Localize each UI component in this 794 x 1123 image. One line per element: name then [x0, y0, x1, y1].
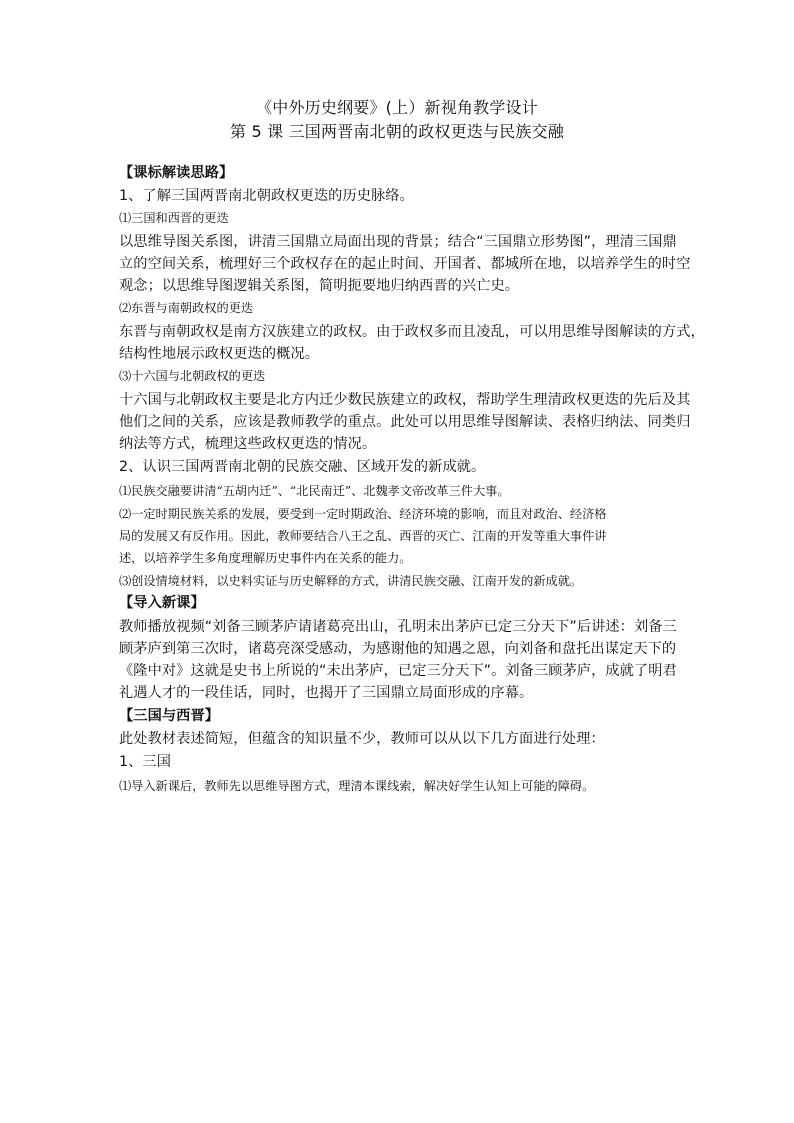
text-line: 局的发展又有反作用。因此，教师要结合八王之乱、西晋的灭亡、江南的开发等重大事件讲	[119, 529, 607, 543]
text-line: 《隆中对》这就是史书上所说的“未出茅庐，已定三分天下”。刘备三顾茅庐，成就了明君	[119, 663, 677, 679]
three-kingdoms-point-1: 1、三国	[119, 754, 171, 770]
paragraph-three-kingdoms-item-1	[119, 775, 679, 797]
section-heading-curriculum: 【课标解读思路】	[119, 165, 234, 181]
text-line: 礼遇人才的一段佳话，同时，也揭开了三国鼎立局面形成的序幕。	[119, 685, 534, 701]
document-title: 《中外历史纲要》(上）新视角教学设计	[256, 98, 538, 117]
text-line: ⑵一定时期民族关系的发展，要受到一定时期政治、经济环境的影响，而且对政治、经济格	[119, 507, 607, 521]
text-line: 立的空间关系，梳理好三个政权存在的起止时间、开国者、都城所在地，以培养学生的时空	[119, 256, 691, 272]
text-line: 观念；以思维导图逻辑关系图，简明扼要地归纳西晋的兴亡史。	[119, 278, 520, 294]
paragraph-three-kingdoms-western-jin	[119, 231, 691, 297]
sub-heading-three-kingdoms-western-jin: ⑴三国和西晋的更迭	[119, 211, 229, 225]
text-line: 顾茅庐到第三次时，诸葛亮深受感动，为感谢他的知遇之恩，向刘备和盘托出谋定天下的	[119, 641, 677, 657]
text-line: 东晋与南朝政权是南方汉族建立的政权。由于政权多而且凌乱，可以用思维导图解读的方式，	[119, 324, 705, 340]
section-heading-three-kingdoms: 【三国与西晋】	[119, 708, 220, 724]
curriculum-point-1: 1、了解三国两晋南北朝政权更迭的历史脉络。	[119, 188, 414, 204]
text-line: 教师播放视频“刘备三顾茅庐请诸葛亮出山，孔明未出茅庐已定三分天下”后讲述：刘备三	[119, 619, 677, 635]
title-block	[0, 96, 794, 144]
curriculum-point-2: 2、认识三国两晋南北朝的民族交融、区域开发的新成就。	[119, 459, 486, 475]
text-line: 十六国与北朝政权主要是北方内迁少数民族建立的政权，帮助学生理清政权更迭的先后及其	[119, 392, 691, 408]
document-body	[119, 163, 705, 798]
paragraph-ethnic-integration-item-1	[119, 480, 679, 502]
section-heading-introduction: 【导入新课】	[119, 595, 205, 611]
paragraph-ethnic-integration-item-2	[119, 503, 679, 569]
text-line: 以思维导图关系图，讲清三国鼎立局面出现的背景；结合“三国鼎立形势图”，理清三国鼎	[119, 234, 677, 250]
text-line: ⑴导入新课后，教师先以思维导图方式，理清本课线索，解决好学生认知上可能的障碍。	[119, 779, 595, 793]
paragraph-sixteen-kingdoms-northern-dynasties	[119, 389, 691, 455]
text-line: 述，以培养学生多角度理解历史事件内在关系的能力。	[119, 551, 412, 565]
sub-heading-sixteen-kingdoms-northern-dynasties: ⑶十六国与北朝政权的更迭	[119, 369, 266, 383]
three-kingdoms-intro: 此处教材表述简短，但蕴含的知识量不少，教师可以从以下几方面进行处理：	[119, 731, 605, 747]
sub-heading-eastern-jin-southern-dynasties: ⑵东晋与南朝政权的更迭	[119, 301, 254, 315]
text-line: ⑴民族交融要讲清“五胡内迁”、“北民南迁”、北魏孝文帝改革三件大事。	[119, 484, 510, 498]
text-line: 结构性地展示政权更迭的概况。	[119, 346, 320, 362]
paragraph-eastern-jin-southern-dynasties	[119, 321, 705, 365]
lesson-title: 第 5 课 三国两晋南北朝的政权更迭与民族交融	[229, 122, 565, 141]
text-line: 纳法等方式，梳理这些政权更迭的情况。	[119, 436, 377, 452]
paragraph-introduction	[119, 616, 679, 704]
paragraph-ethnic-integration-item-3	[119, 570, 679, 592]
text-line: 他们之间的关系，应该是教师教学的重点。此处可以用思维导图解读、表格归纳法、同类归	[119, 414, 691, 430]
text-line: ⑶创设情境材料，以史料实证与历史解释的方式，讲清民族交融、江南开发的新成就。	[119, 574, 583, 588]
